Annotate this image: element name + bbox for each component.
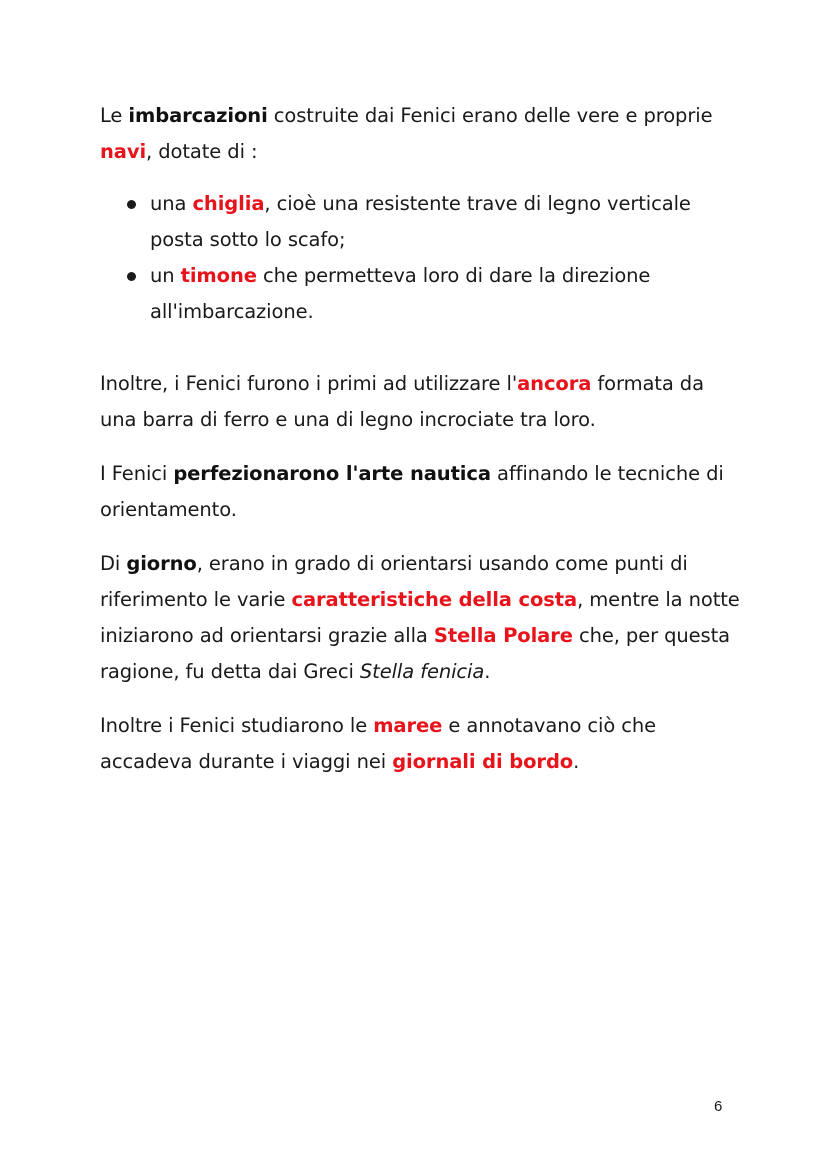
paragraph-imbarcazioni	[100, 98, 740, 170]
bullet-icon	[127, 200, 136, 209]
keyword-maree: maree	[373, 714, 443, 737]
text: formata da una barra di ferro e una di legno incrociate tra loro.	[100, 372, 704, 431]
keyword-arte-nautica: perfezionarono l'arte nautica	[173, 462, 491, 485]
paragraph-ancora	[100, 366, 740, 438]
document-page	[100, 98, 740, 798]
text: e annotavano ciò che accadeva durante i viaggi nei	[100, 714, 657, 773]
keyword-imbarcazioni: imbarcazioni	[128, 104, 268, 127]
text: che permetteva loro di dare la direzione all'imbarcazione.	[150, 264, 651, 323]
keyword-timone: timone	[180, 264, 257, 287]
text: affinando le tecniche di orientamento.	[100, 462, 724, 521]
text: Inoltre, i Fenici furono i primi ad utilizzare l'	[100, 372, 518, 395]
keyword-giornali-di-bordo: giornali di bordo	[392, 750, 574, 773]
paragraph-orientamento	[100, 546, 740, 690]
text: , erano in grado di orientarsi usando come punti di riferimento le varie	[100, 552, 688, 611]
features-list	[100, 186, 740, 330]
list-item-chiglia	[100, 186, 740, 258]
text: una	[150, 192, 193, 215]
keyword-ancora: ancora	[517, 372, 592, 395]
italic-stella-fenicia: Stella fenicia	[359, 660, 485, 683]
keyword-giorno: giorno	[126, 552, 197, 575]
text: Inoltre i Fenici studiarono le	[100, 714, 374, 737]
paragraph-arte-nautica	[100, 456, 740, 528]
bullet-icon	[127, 272, 136, 281]
text: , dotate di :	[146, 140, 258, 163]
page-number: 6	[714, 1098, 723, 1115]
text: un	[150, 264, 181, 287]
text: Di	[100, 552, 127, 575]
keyword-chiglia: chiglia	[192, 192, 265, 215]
text: Le	[100, 104, 129, 127]
text: che, per questa ragione, fu detta dai Greci	[100, 624, 731, 683]
text: , mentre la notte iniziarono ad orientarsi grazie alla	[100, 588, 740, 647]
paragraph-maree	[100, 708, 740, 780]
text: , cioè una resistente trave di legno verticale posta sotto lo scafo;	[150, 192, 691, 251]
text: costruite dai Fenici erano delle vere e proprie	[267, 104, 713, 127]
text: .	[484, 660, 491, 683]
keyword-stella-polare: Stella Polare	[433, 624, 573, 647]
keyword-navi: navi	[100, 140, 147, 163]
text: I Fenici	[100, 462, 174, 485]
keyword-caratteristiche-costa: caratteristiche della costa	[291, 588, 578, 611]
list-item-timone	[100, 258, 740, 330]
text: .	[573, 750, 580, 773]
